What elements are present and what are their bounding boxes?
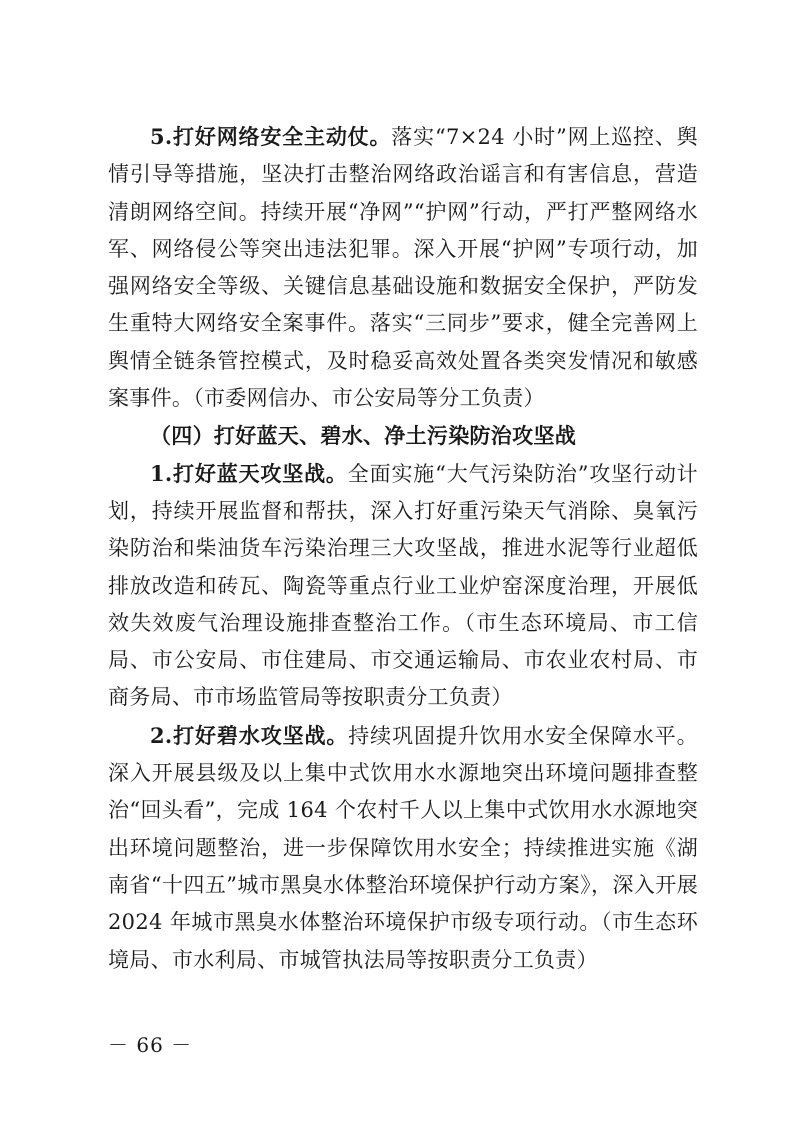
page-number: － 66 － [108, 1033, 193, 1057]
paragraph-lead: 5.打好网络安全主动仗。 [150, 124, 392, 149]
paragraph-lead: 2.打好碧水攻坚战。 [150, 722, 349, 748]
paragraph-blue-sky [108, 455, 698, 717]
paragraph-text: 全面实施“大气污染防治”攻坚行动计划，持续开展监督和帮扶，深入打好重污染天气消除、臭氧污染防治和柴油货车污染治理三大攻坚战，推进水泥等行业超低排放改造和砖瓦、陶瓷等重点行业工业炉窑深度治理，开展低效失效废气治理设施排查整治工作。（市生态环境局、市工信局、市公安局、市住建局、市交通运输局、市农业农村局、市商务局、市市场监管局等按职责分工负责） [108, 461, 698, 710]
document-body [108, 118, 698, 979]
paragraph-clear-water [108, 717, 698, 979]
paragraph-lead: 1.打好蓝天攻坚战。 [150, 460, 348, 486]
section-heading-pollution: （四）打好蓝天、碧水、净土污染防治攻坚战 [150, 423, 576, 449]
paragraph-text: 落实“7×24 小时”网上巡控、舆情引导等措施，坚决打击整治网络政治谣言和有害信息，营造清朗网络空间。持续开展“净网”“护网”行动，严打严整网络水军、网络侵公等突出违法犯罪。深入开展“护网”专项行动，加强网络安全等级、关键信息基础设施和数据安全保护，严防发生重特大网络安全案事件。落实“三同步”要求，健全完善网上舆情全链条管控模式，及时稳妥高效处置各类突发情况和敏感案事件。（市委网信办、市公安局等分工负责） [108, 125, 698, 411]
paragraph-network-security [108, 118, 698, 417]
paragraph-text: 持续巩固提升饮用水安全保障水平。深入开展县级及以上集中式饮用水水源地突出环境问题排查整治“回头看”，完成 164 个农村千人以上集中式饮用水水源地突出环境问题整治，进一步保障饮用水安全；持续推进实施《湖南省“十四五”城市黑臭水体整治环境保护行动方案》，深入开展 2024 年城市黑臭水体整治环境保护市级专项行动。（市生态环境局、市水利局、市城管执法局等按职责分工负责） [108, 723, 698, 972]
